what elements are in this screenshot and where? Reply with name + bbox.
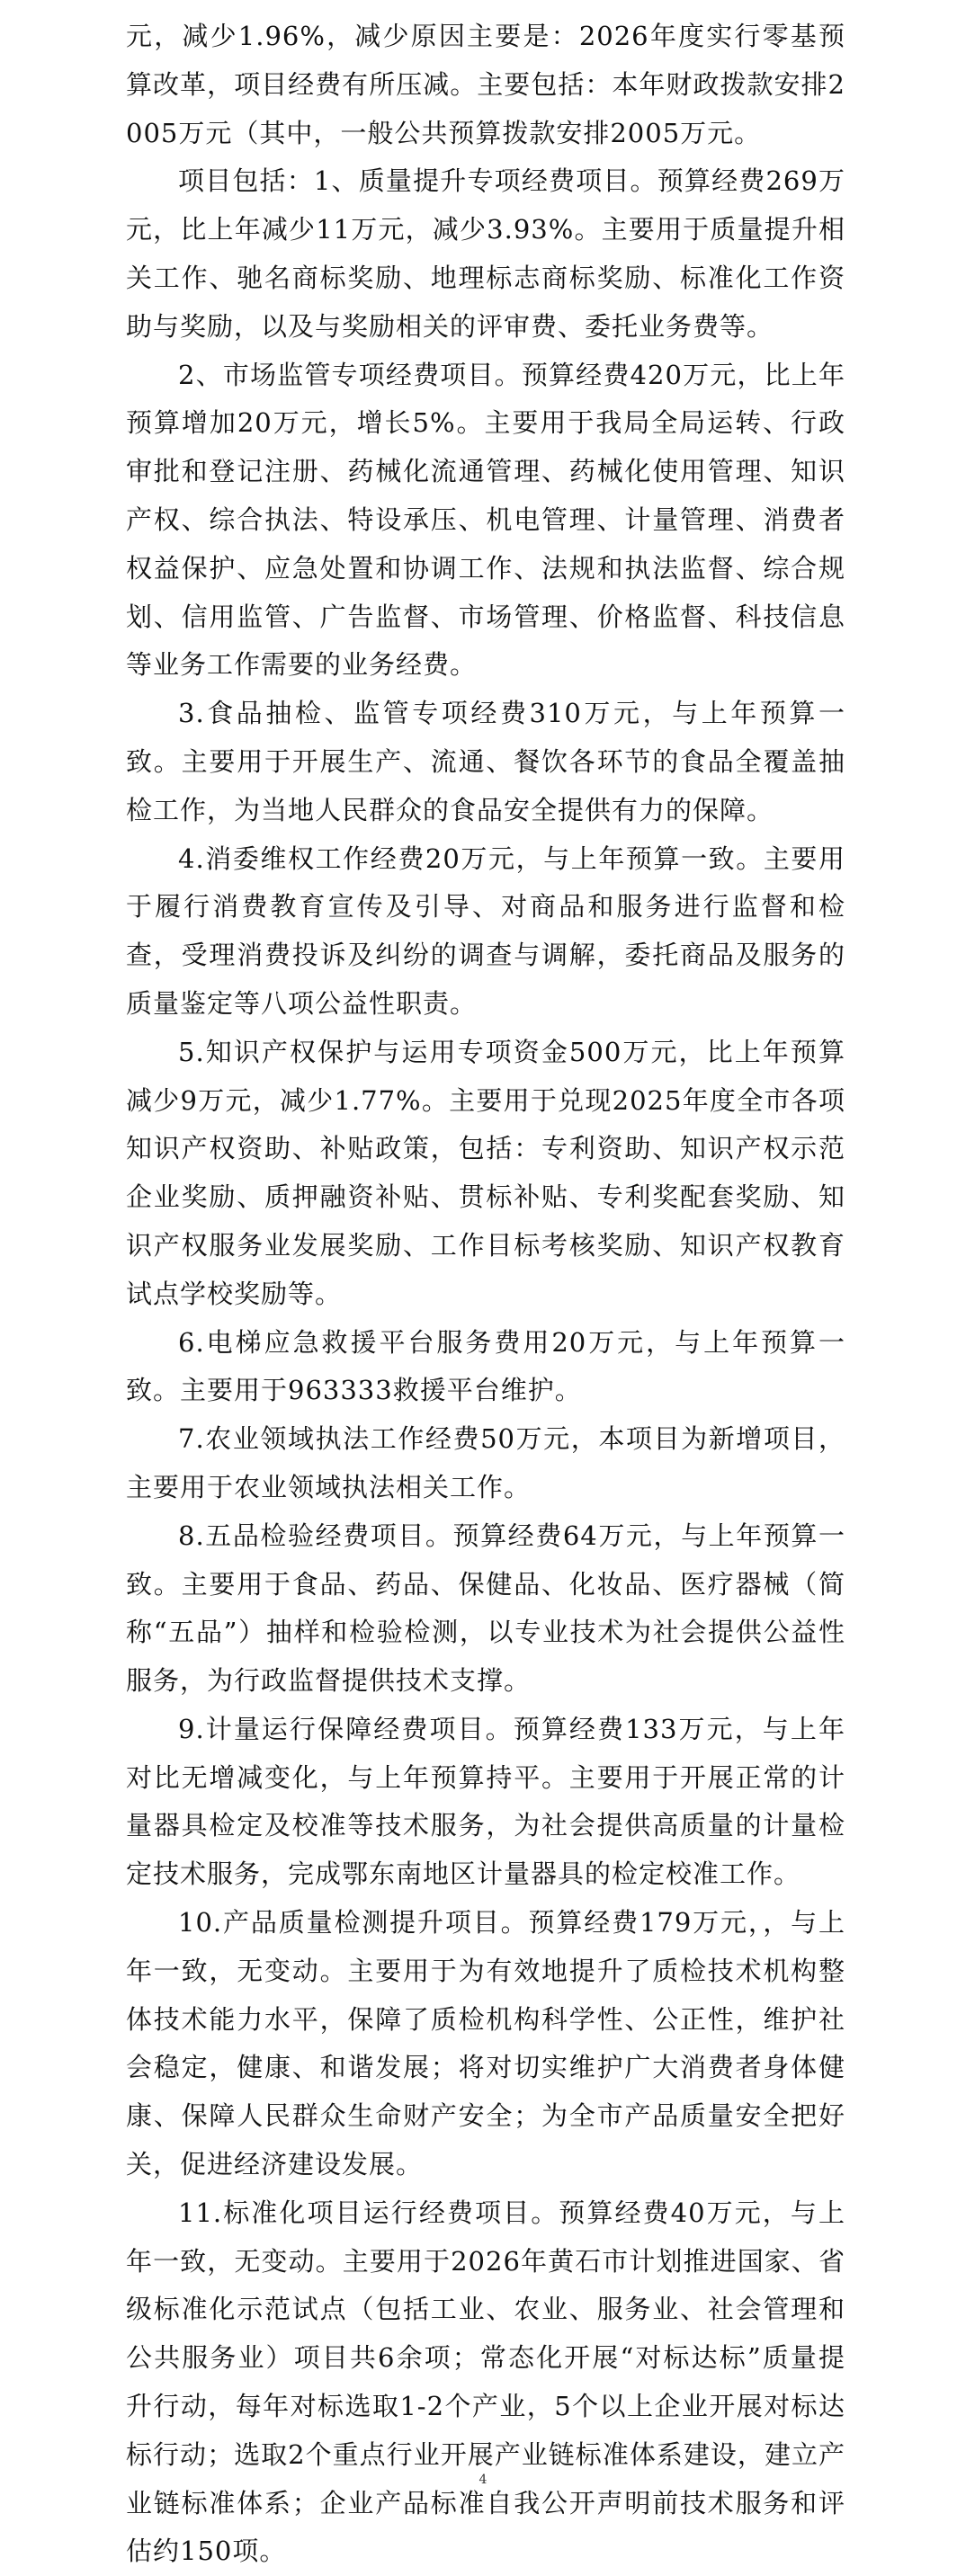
- paragraph-item-2-market-supervision: 2、市场监管专项经费项目。预算经费420万元，比上年预算增加20万元，增长5%。主要用于我局全局运转、行政审批和登记注册、药械化流通管理、药械化使用管理、知识产权、综合执法、特设承压、机电管理、计量管理、消费者权益保护、应急处置和协调工作、法规和执法监督、综合规划、信用监管、广告监督、市场管理、价格监督、科技信息等业务工作需要的业务经费。: [126, 359, 845, 681]
- paragraph-budget-summary: 元，减少1.96%，减少原因主要是：2026年度实行零基预算改革，项目经费有所压减。主要包括：本年财政拨款安排2005万元（其中，一般公共预算拨款安排2005万元。: [126, 21, 845, 148]
- paragraph-item-3-food-inspection: 3.食品抽检、监管专项经费310万元，与上年预算一致。主要用于开展生产、流通、餐饮各环节的食品全覆盖抽检工作，为当地人民群众的食品安全提供有力的保障。: [126, 698, 845, 825]
- paragraph-item-1-quality-improvement: 项目包括：1、质量提升专项经费项目。预算经费269万元，比上年减少11万元，减少3.93%。主要用于质量提升相关工作、驰名商标奖励、地理标志商标奖励、标准化工作资助与奖励，以及与奖励相关的评审费、委托业务费等。: [126, 165, 845, 342]
- document-body: [126, 13, 845, 2576]
- page-number: 4: [479, 2473, 487, 2487]
- paragraph-item-8-five-products-testing: 8.五品检验经费项目。预算经费64万元，与上年预算一致。主要用于食品、药品、保健品、化妆品、医疗器械（简称“五品”）抽样和检验检测，以专业技术为社会提供公益性服务，为行政监督提供技术支撑。: [126, 1520, 845, 1697]
- paragraph-item-9-metrology: 9.计量运行保障经费项目。预算经费133万元，与上年对比无增减变化，与上年预算持平。主要用于开展正常的计量器具检定及校准等技术服务，为社会提供高质量的计量检定技术服务，完成鄂东南地区计量器具的检定校准工作。: [126, 1713, 845, 1890]
- paragraph-item-5-intellectual-property: 5.知识产权保护与运用专项资金500万元，比上年预算减少9万元，减少1.77%。主要用于兑现2025年度全市各项知识产权资助、补贴政策，包括：专利资助、知识产权示范企业奖励、质押融资补贴、贯标补贴、专利奖配套奖励、知识产权服务业发展奖励、工作目标考核奖励、知识产权教育试点学校奖励等。: [126, 1036, 845, 1309]
- paragraph-item-4-consumer-rights: 4.消委维权工作经费20万元，与上年预算一致。主要用于履行消费教育宣传及引导、对商品和服务进行监督和检查，受理消费投诉及纠纷的调查与调解，委托商品及服务的质量鉴定等八项公益性职责。: [126, 842, 845, 1019]
- paragraph-item-10-product-quality: 10.产品质量检测提升项目。预算经费179万元，，与上年一致，无变动。主要用于为有效地提升了质检技术机构整体技术能力水平，保障了质检机构科学性、公正性，维护社会稳定，健康、和谐发展；将对切实维护广大消费者身体健康、保障人民群众生命财产安全；为全市产品质量安全把好关，促进经济建设发展。: [126, 1907, 845, 2180]
- paragraph-item-6-elevator-rescue: 6.电梯应急救援平台服务费用20万元，与上年预算一致。主要用于963333救援平台维护。: [126, 1326, 845, 1406]
- paragraph-item-11-standardization: 11.标准化项目运行经费项目。预算经费40万元，与上年一致，无变动。主要用于2026年黄石市计划推进国家、省级标准化示范试点（包括工业、农业、服务业、社会管理和公共服务业）项目共6余项；常态化开展“对标达标”质量提升行动，每年对标选取1-2个产业，5个以上企业开展对标达标行动；选取2个重点行业开展产业链标准体系建设，建立产业链标准体系；企业产品标准自我公开声明前技术服务和评估约150项。: [126, 2197, 845, 2567]
- paragraph-item-7-agricultural-enforcement: 7.农业领域执法工作经费50万元，本项目为新增项目，主要用于农业领域执法相关工作。: [126, 1423, 845, 1502]
